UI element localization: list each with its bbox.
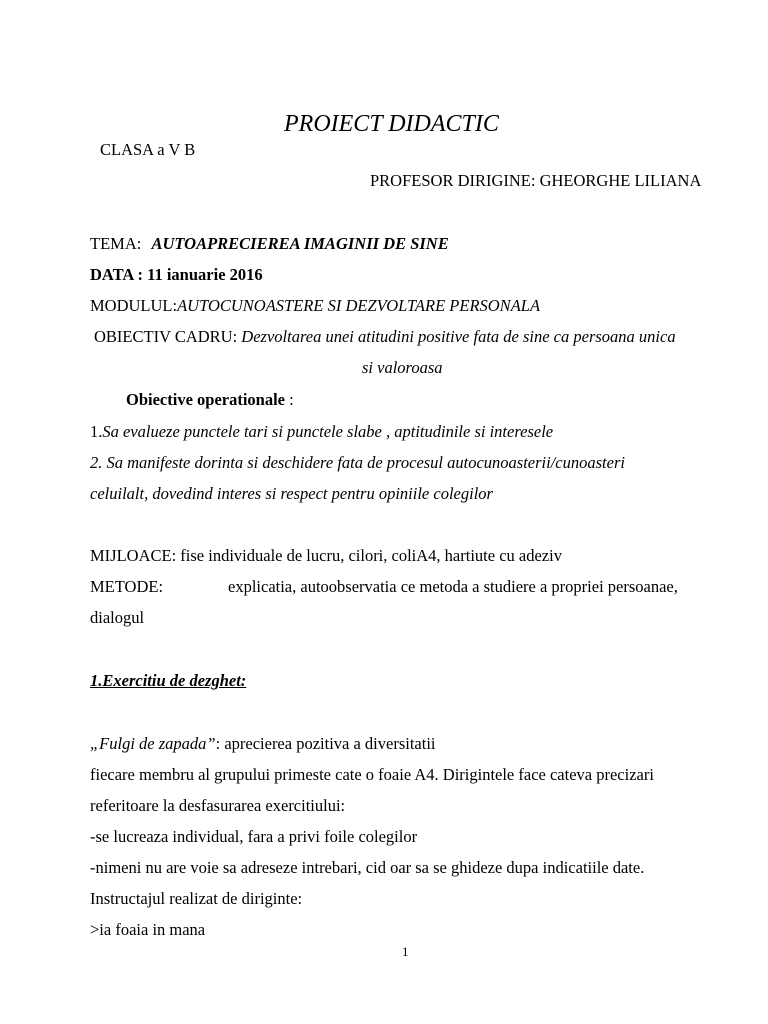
- obiectiv-value-cont: si valoroasa: [362, 358, 443, 377]
- exercise-line-4: -nimeni nu are voie sa adreseze intrebari, cid oar sa se ghideze dupa indicatiile date.: [90, 858, 645, 877]
- tema-value: AUTOAPRECIEREA IMAGINII DE SINE: [151, 234, 449, 253]
- exercise-name-suffix: : aprecierea pozitiva a diversitatii: [215, 734, 436, 753]
- modul-label: MODULUL:: [90, 296, 178, 315]
- metode-value: explicatia, autoobservatia ce metoda a studiere a propriei persoanae,: [228, 577, 678, 596]
- exercise-line-2: referitoare la desfasurarea exercitiului:: [90, 796, 346, 815]
- exercise-line-1: fiecare membru al grupului primeste cate o foaie A4. Dirigintele face cateva precizari: [90, 765, 654, 784]
- obiectiv-label: OBIECTIV CADRU:: [94, 327, 238, 346]
- page-title: PROIECT DIDACTIC: [284, 111, 499, 137]
- tema-label: TEMA:: [90, 234, 142, 253]
- modul-line: [90, 296, 540, 316]
- exercise-line-3: -se lucreaza individual, fara a privi foile colegilor: [90, 827, 418, 846]
- exercise-line-6: >ia foaia in mana: [90, 920, 206, 939]
- objective-item-1-text: Sa evalueze punctele tari si punctele slabe , aptitudinile si interesele: [102, 422, 554, 441]
- exercise-name: „Fulgi de zapada”: [90, 734, 216, 753]
- class-line: CLASA a V B: [100, 140, 196, 159]
- mijloace-line: MIJLOACE: fise individuale de lucru, cilori, coliA4, hartiute cu adeziv: [90, 546, 562, 565]
- obiectiv-line: [94, 327, 676, 347]
- teacher-line: PROFESOR DIRIGINE: GHEORGHE LILIANA: [370, 171, 702, 190]
- date-line: DATA : 11 ianuarie 2016: [90, 265, 263, 284]
- metode-label: METODE:: [90, 577, 164, 596]
- exercise-name-line: [90, 734, 436, 754]
- objective-item-1: [90, 422, 553, 442]
- objectives-heading-text: Obiective operationale: [126, 390, 286, 409]
- exercise-heading: 1.Exercitiu de dezghet:: [90, 671, 247, 690]
- objectives-heading-colon: :: [285, 390, 294, 409]
- obiectiv-value: Dezvoltarea unei atitudini positive fata de sine ca persoana unica: [241, 327, 676, 346]
- objectives-heading: [126, 390, 294, 410]
- tema-line: [90, 234, 449, 254]
- page-number: 1: [402, 944, 409, 959]
- modul-value: AUTOCUNOASTERE SI DEZVOLTARE PERSONALA: [177, 296, 541, 315]
- objective-item-2: 2. Sa manifeste dorinta si deschidere fata de procesul autocunoasterii/cunoasteri: [90, 453, 625, 472]
- exercise-line-5: Instructajul realizat de diriginte:: [90, 889, 303, 908]
- objective-item-2-cont: celuilalt, dovedind interes si respect pentru opiniile colegilor: [90, 484, 493, 503]
- metode-cont: dialogul: [90, 608, 145, 627]
- objective-item-1-num: 1.: [90, 422, 103, 441]
